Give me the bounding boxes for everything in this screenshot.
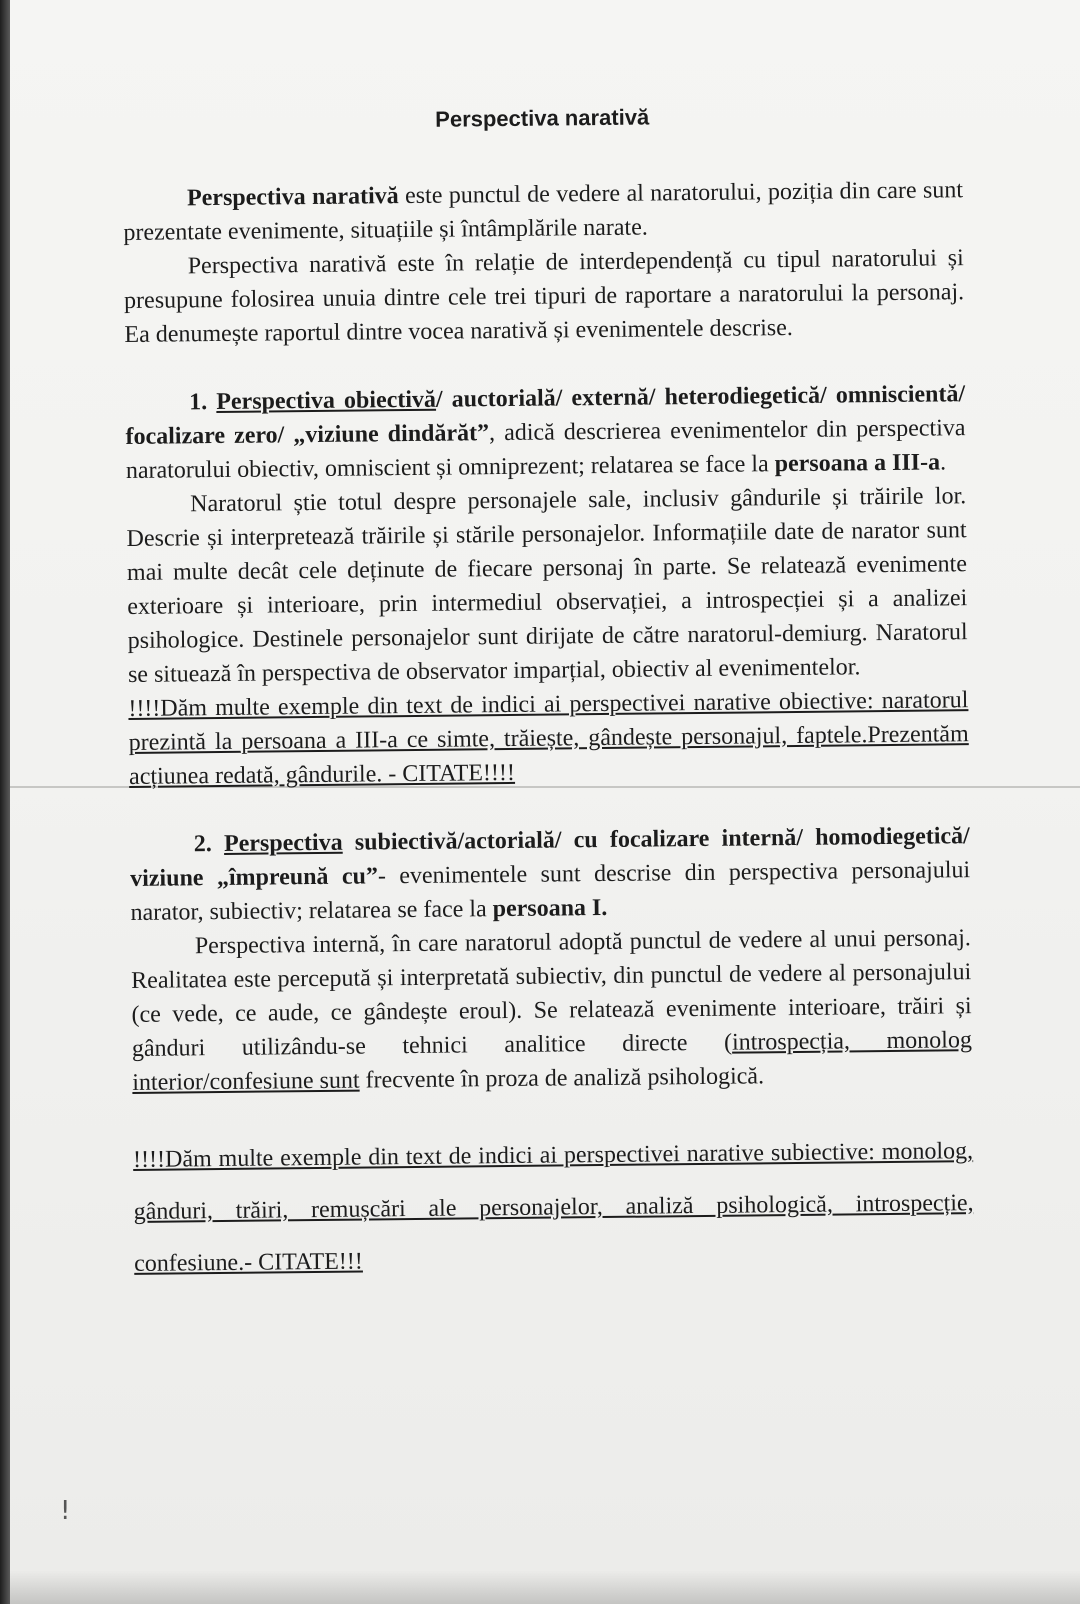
section-2-definition — [130, 819, 971, 930]
section-2-person: persoana I. — [492, 894, 608, 923]
section-1-body: Naratorul știe totul despre personajele sale, inclusiv gândurile și trăirile lor. Descrie și interpretează trăirile și stările personajelor. Informațiile date de narator sunt mai multe decât cele deținute de fiecare personaj în parte. Se relatează evenimente exterioare și interioare, prin intermediul observației, a introspecției și a analizei psihologice. Destinele personajelor sunt dirijate de către naratorul-demiurg. Naratorul se situează în perspectiva de observator imparțial, obiectiv al evenimentelor. — [126, 483, 968, 688]
section-1-note: !!!!Dăm multe exemple din text de indici ai perspectivei narative obiective: naratorul prezintă la persoana a III-a ce simte, trăiește, gândește personajul, faptele.Prezentăm acțiunea redată, gândurile. - CITATE!!!! — [128, 687, 969, 790]
section-1-heading: Perspectiva obiectivă — [216, 386, 437, 416]
section-2-number: 2. — [193, 830, 225, 858]
intro-term: Perspectiva narativă — [186, 183, 399, 212]
intro-paragraph-1 — [123, 173, 964, 250]
intro-paragraph-2: Perspectiva narativă este în relație de interdependență cu tipul naratorului și presupune folosirea unuia dintre cele trei tipuri de raportare a naratorului la personaj. Ea denumește raportul dintre vocea narativă și evenimentele descrise. — [123, 245, 965, 348]
section-2-body: Perspectiva internă, în care naratorul adoptă punctul de vedere al unui personaj. Realitatea este percepută și interpretată subiectiv, din punctul de vedere al personajului (ce vede, ce aude, ce gândește eroul). Se relatează evenimente interioare, trăiri și gânduri utilizându-se tehnici analitice directe (introspecția, monolog interior/confesiune sunt frecvente în proza de analiză psihologică. — [131, 925, 973, 1096]
scan-edge — [0, 0, 10, 1604]
section-1-person: persoana a III-a — [774, 449, 941, 478]
bottom-shadow — [10, 1570, 1080, 1604]
document-body — [122, 91, 974, 1290]
section-1-definition: 1. Perspectiva obiectivă/ auctorială/ externă/ heterodiegetică/ omniscientă/ focalizare zero/ „viziune dindărăt”, adică descrierea evenimentelor din perspectiva naratorului obiectiv, omniscient și omniprezent; relatarea se face la persoana a III-a. — [125, 381, 966, 484]
section-2-heading: Perspectiva — [223, 829, 343, 857]
section-2-heading-rest: subiectivă/actorială/ cu focalizare internă/ homodiegetică/ viziune „împreună cu” — [130, 823, 970, 892]
section-2-def-text: - evenimentele sunt descrise din perspectiva personajului narator, subiectiv; relatarea se face la — [130, 857, 971, 926]
section-1-number: 1. — [189, 389, 217, 416]
section-2-note: !!!!Dăm multe exemple din text de indici ai perspectivei narative subiective: monolog, gânduri, trăiri, remușcări ale personajelor, analiză psihologică, introspecție, confesiune.- CITATE!!! — [132, 1138, 974, 1277]
section-1-heading-rest: / auctorială/ externă/ heterodiegetică/ omniscientă/ focalizare zero/ „viziune dindărăt” — [125, 381, 966, 450]
margin-mark: ! — [60, 1496, 71, 1526]
page-title: Perspectiva narativă — [435, 104, 650, 132]
section-2-techniques: introspecția, monolog interior/confesiune sunt — [132, 1027, 973, 1096]
intro-definition: este punctul de vedere al naratorului, poziția din care sunt prezentate evenimente, situațiile și întâmplările narate. — [123, 177, 964, 246]
section-1-def-text: , adică descrierea evenimentelor din perspectiva naratorului obiectiv, omniscient și omniprezent; relatarea se face la — [125, 415, 966, 484]
